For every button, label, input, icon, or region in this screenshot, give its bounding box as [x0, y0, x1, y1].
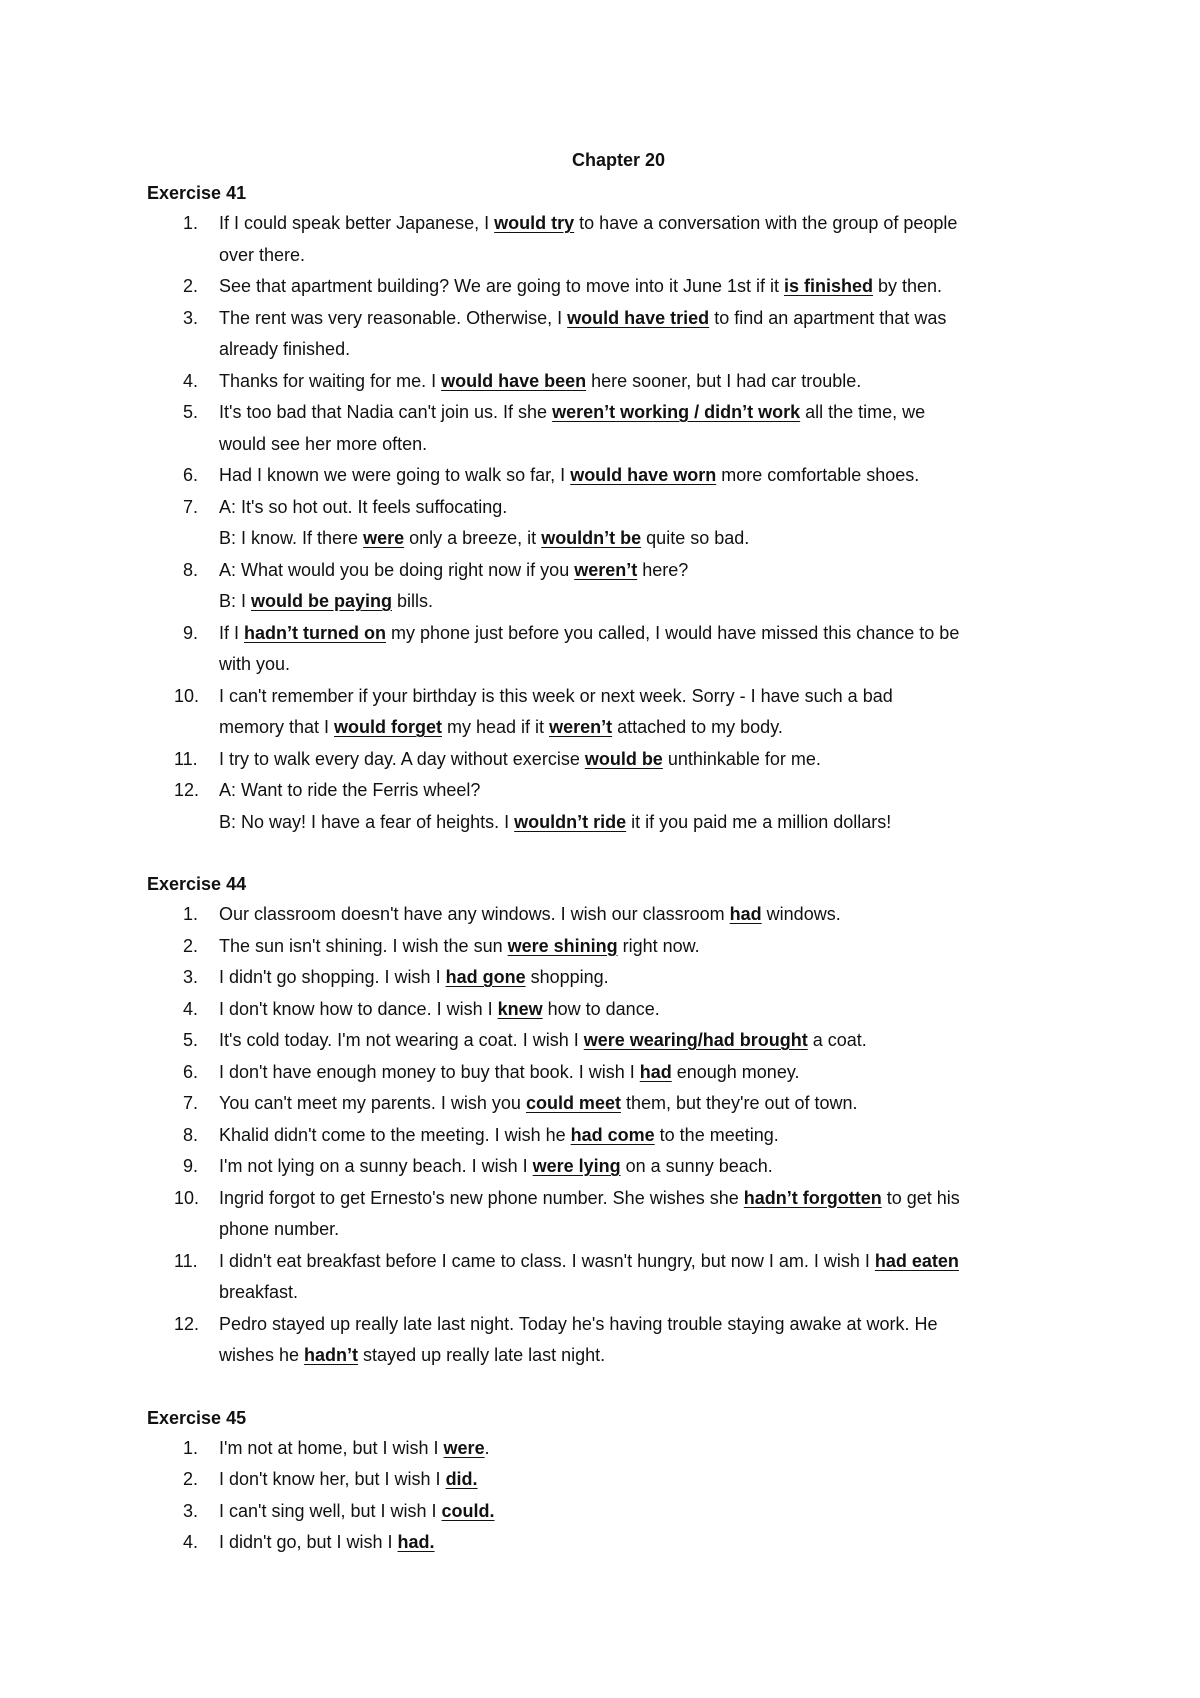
item-line [219, 931, 1090, 963]
item-text: Thanks for waiting for me. I [219, 370, 442, 391]
answer-text: hadn’t turned on [244, 622, 386, 643]
item-line [219, 1183, 1090, 1215]
item-text: It's cold today. I'm not wearing a coat. I wish I [219, 1030, 584, 1050]
list-item [147, 681, 1090, 744]
list-item [147, 1120, 1090, 1152]
item-text: to find an apartment that was [709, 307, 947, 328]
list-item [147, 366, 1090, 398]
list-item [147, 1464, 1090, 1496]
item-text: I didn't go shopping. I wish I [219, 967, 446, 987]
answer-text: hadn’t [304, 1345, 359, 1365]
item-text: how to dance. [542, 998, 660, 1019]
item-text: I don't know how to dance. I wish I [219, 998, 498, 1019]
item-line [219, 303, 1090, 335]
item-text: I'm not at home, but I wish I [219, 1437, 444, 1458]
item-text: windows. [761, 904, 841, 924]
answer-text: hadn’t forgotten [743, 1187, 882, 1208]
item-number: 2. [183, 1469, 199, 1489]
chapter-title: Chapter 20 [571, 150, 666, 170]
item-line [219, 899, 1090, 931]
item-text: wishes he [219, 1345, 305, 1365]
item-line [219, 271, 1090, 303]
item-line [219, 492, 1090, 524]
item-text: I don't have enough money to buy that book. I wish I [219, 1061, 640, 1082]
item-line [219, 555, 1090, 587]
item-number: 1. [183, 1437, 199, 1458]
list-item [147, 1309, 1090, 1372]
item-text: to have a conversation with the group of people [574, 213, 958, 233]
exercise-items [147, 899, 1090, 1372]
item-number: 10. [174, 1187, 200, 1208]
list-item [147, 994, 1090, 1026]
exercise-items [147, 208, 1090, 838]
item-text: enough money. [671, 1061, 800, 1082]
item-text: I didn't eat breakfast before I came to class. I wasn't hungry, but now I am. I wish I [219, 1250, 875, 1271]
item-line [219, 1088, 1090, 1120]
item-line [219, 460, 1090, 492]
item-text: I don't know her, but I wish I [219, 1469, 446, 1489]
answer-text: wouldn’t be [541, 528, 642, 548]
list-item [147, 775, 1090, 838]
item-text: would see her more often. [219, 433, 428, 454]
answer-text: had gone [445, 967, 526, 987]
list-item [147, 555, 1090, 618]
exercise-title: Exercise 45 [147, 1407, 247, 1428]
item-line [219, 1214, 1090, 1246]
item-text: Our classroom doesn't have any windows. I wish our classroom [219, 904, 730, 924]
item-text: to get his [881, 1187, 960, 1208]
item-text: A: It's so hot out. It feels suffocating. [219, 496, 508, 517]
item-line [219, 1340, 1090, 1372]
answer-text: had. [397, 1532, 435, 1552]
item-text: over there. [219, 244, 306, 265]
exercise-section [147, 178, 1090, 838]
answer-text: weren’t [549, 717, 613, 737]
answer-text: would have worn [570, 465, 717, 485]
item-text: If I could speak better Japanese, I [219, 213, 495, 233]
item-line [219, 240, 1090, 272]
item-text: bills. [392, 591, 434, 611]
item-text: B: I [219, 591, 252, 611]
item-line [219, 1057, 1090, 1089]
item-number: 5. [183, 402, 199, 422]
item-line [219, 366, 1090, 398]
item-text: unthinkable for me. [662, 748, 821, 769]
item-text: A: Want to ride the Ferris wheel? [219, 780, 481, 800]
item-line [219, 334, 1090, 366]
item-text: memory that I [219, 717, 335, 737]
item-number: 1. [183, 213, 199, 233]
item-text: a coat. [807, 1030, 867, 1050]
list-item [147, 1527, 1090, 1559]
answer-text: were [443, 1437, 485, 1458]
item-number: 12. [174, 1313, 200, 1334]
item-number: 11. [174, 748, 198, 769]
item-text: stayed up really late last night. [358, 1345, 606, 1365]
item-text: Khalid didn't come to the meeting. I wish he [219, 1124, 571, 1145]
item-text: my phone just before you called, I would have missed this chance to be [386, 622, 960, 643]
list-item [147, 1246, 1090, 1309]
item-text: phone number. [219, 1219, 340, 1239]
item-text: B: I know. If there [219, 528, 364, 548]
item-number: 4. [183, 1532, 199, 1552]
item-line [219, 775, 1090, 807]
item-line [219, 1120, 1090, 1152]
item-text: with you. [219, 654, 291, 674]
item-text: If I [219, 622, 245, 643]
item-text: here sooner, but I had car trouble. [586, 370, 862, 391]
answer-text: wouldn’t ride [514, 811, 627, 832]
exercise-items [147, 1433, 1090, 1559]
item-line [219, 994, 1090, 1026]
item-text: B: No way! I have a fear of heights. I [219, 811, 515, 832]
item-line [219, 586, 1090, 618]
item-line [219, 962, 1090, 994]
item-text: it if you paid me a million dollars! [626, 811, 892, 832]
item-number: 5. [183, 1030, 199, 1050]
item-text: to the meeting. [654, 1124, 779, 1145]
item-line [219, 1025, 1090, 1057]
item-line [219, 397, 1090, 429]
answer-text: is finished [784, 276, 874, 296]
answer-text: would have been [441, 370, 587, 391]
item-number: 4. [183, 998, 199, 1019]
item-line [219, 681, 1090, 713]
item-text: them, but they're out of town. [620, 1093, 858, 1113]
item-text: The sun isn't shining. I wish the sun [219, 935, 508, 956]
item-text: all the time, we [800, 402, 926, 422]
exercise-section [147, 1403, 1090, 1559]
list-item [147, 1496, 1090, 1528]
item-number: 2. [183, 276, 199, 296]
item-text: Ingrid forgot to get Ernesto's new phone number. She wishes she [219, 1187, 744, 1208]
list-item [147, 208, 1090, 271]
list-item [147, 1025, 1090, 1057]
item-number: 4. [183, 370, 199, 391]
exercise-title: Exercise 44 [147, 874, 247, 894]
answer-text: were lying [532, 1156, 621, 1176]
answer-text: had [729, 904, 762, 924]
item-number: 6. [183, 465, 199, 485]
answer-text: knew [497, 998, 543, 1019]
item-number: 2. [183, 935, 199, 956]
item-text: I can't remember if your birthday is this week or next week. Sorry - I have such a bad [219, 685, 893, 706]
item-text: right now. [617, 935, 700, 956]
item-text: my head if it [442, 717, 550, 737]
answer-text: would try [494, 213, 575, 233]
item-text: Pedro stayed up really late last night. Today he's having trouble staying awake at work. He [219, 1313, 938, 1334]
list-item [147, 1057, 1090, 1089]
list-item [147, 1088, 1090, 1120]
item-text: I didn't go, but I wish I [219, 1532, 398, 1552]
item-line [219, 523, 1090, 555]
list-item [147, 397, 1090, 460]
item-text: only a breeze, it [404, 528, 542, 548]
list-item [147, 1183, 1090, 1246]
item-text: already finished. [219, 339, 351, 359]
list-item [147, 618, 1090, 681]
list-item [147, 271, 1090, 303]
item-text: on a sunny beach. [620, 1156, 773, 1176]
item-line [219, 1246, 1090, 1278]
list-item [147, 460, 1090, 492]
item-line [219, 1433, 1090, 1465]
item-line [219, 1151, 1090, 1183]
item-text: by then. [873, 276, 943, 296]
item-text: breakfast. [219, 1282, 299, 1302]
item-text: shopping. [525, 967, 609, 987]
item-text: more comfortable shoes. [716, 465, 920, 485]
list-item [147, 303, 1090, 366]
answer-text: weren’t [574, 559, 638, 580]
item-number: 6. [183, 1061, 199, 1082]
item-line [219, 1277, 1090, 1309]
item-line [219, 1527, 1090, 1559]
item-number: 3. [183, 307, 199, 328]
item-text: I'm not lying on a sunny beach. I wish I [219, 1156, 533, 1176]
item-text: It's too bad that Nadia can't join us. If she [219, 402, 553, 422]
item-number: 9. [183, 1156, 199, 1176]
item-number: 7. [183, 496, 199, 517]
answer-text: were shining [507, 935, 618, 956]
item-text: here? [637, 559, 689, 580]
item-line [219, 712, 1090, 744]
exercise-section [147, 869, 1090, 1372]
answer-text: did. [445, 1469, 478, 1489]
item-line [219, 1464, 1090, 1496]
list-item [147, 931, 1090, 963]
item-number: 8. [183, 559, 199, 580]
item-text: I try to walk every day. A day without exercise [219, 748, 585, 769]
answer-text: were wearing/had brought [583, 1030, 808, 1050]
item-text: Had I known we were going to walk so far, I [219, 465, 571, 485]
answer-text: could. [441, 1500, 495, 1521]
item-text: quite so bad. [641, 528, 750, 548]
answer-text: would be [584, 748, 663, 769]
item-text: attached to my body. [612, 717, 783, 737]
item-text: I can't sing well, but I wish I [219, 1500, 442, 1521]
item-text: See that apartment building? We are going to move into it June 1st if it [219, 276, 784, 296]
answer-text: had come [570, 1124, 655, 1145]
list-item [147, 1433, 1090, 1465]
item-line [219, 429, 1090, 461]
exercise-title: Exercise 41 [147, 183, 247, 203]
item-line [219, 744, 1090, 776]
item-text: You can't meet my parents. I wish you [219, 1093, 526, 1113]
item-number: 12. [174, 780, 200, 800]
answer-text: would have tried [567, 307, 710, 328]
answer-text: had [639, 1061, 672, 1082]
item-line [219, 1309, 1090, 1341]
item-number: 3. [183, 967, 199, 987]
answer-text: had eaten [874, 1250, 959, 1271]
item-text: . [484, 1437, 490, 1458]
item-number: 11. [174, 1250, 198, 1271]
item-line [219, 208, 1090, 240]
list-item [147, 962, 1090, 994]
answer-text: were [363, 528, 405, 548]
item-number: 7. [183, 1093, 199, 1113]
answer-text: weren’t working / didn’t work [552, 402, 801, 422]
item-line [219, 807, 1090, 839]
answer-text: would forget [334, 717, 443, 737]
item-line [219, 1496, 1090, 1528]
list-item [147, 492, 1090, 555]
item-line [219, 649, 1090, 681]
item-number: 9. [183, 622, 199, 643]
item-text: The rent was very reasonable. Otherwise, I [219, 307, 568, 328]
answer-text: could meet [525, 1093, 621, 1113]
list-item [147, 1151, 1090, 1183]
list-item [147, 744, 1090, 776]
item-number: 3. [183, 1500, 199, 1521]
item-number: 10. [174, 685, 200, 706]
list-item [147, 899, 1090, 931]
item-number: 8. [183, 1124, 199, 1145]
answer-text: would be paying [251, 591, 393, 611]
item-text: A: What would you be doing right now if you [219, 559, 575, 580]
item-line [219, 618, 1090, 650]
exercise-list [147, 178, 1090, 1559]
item-number: 1. [183, 904, 199, 924]
